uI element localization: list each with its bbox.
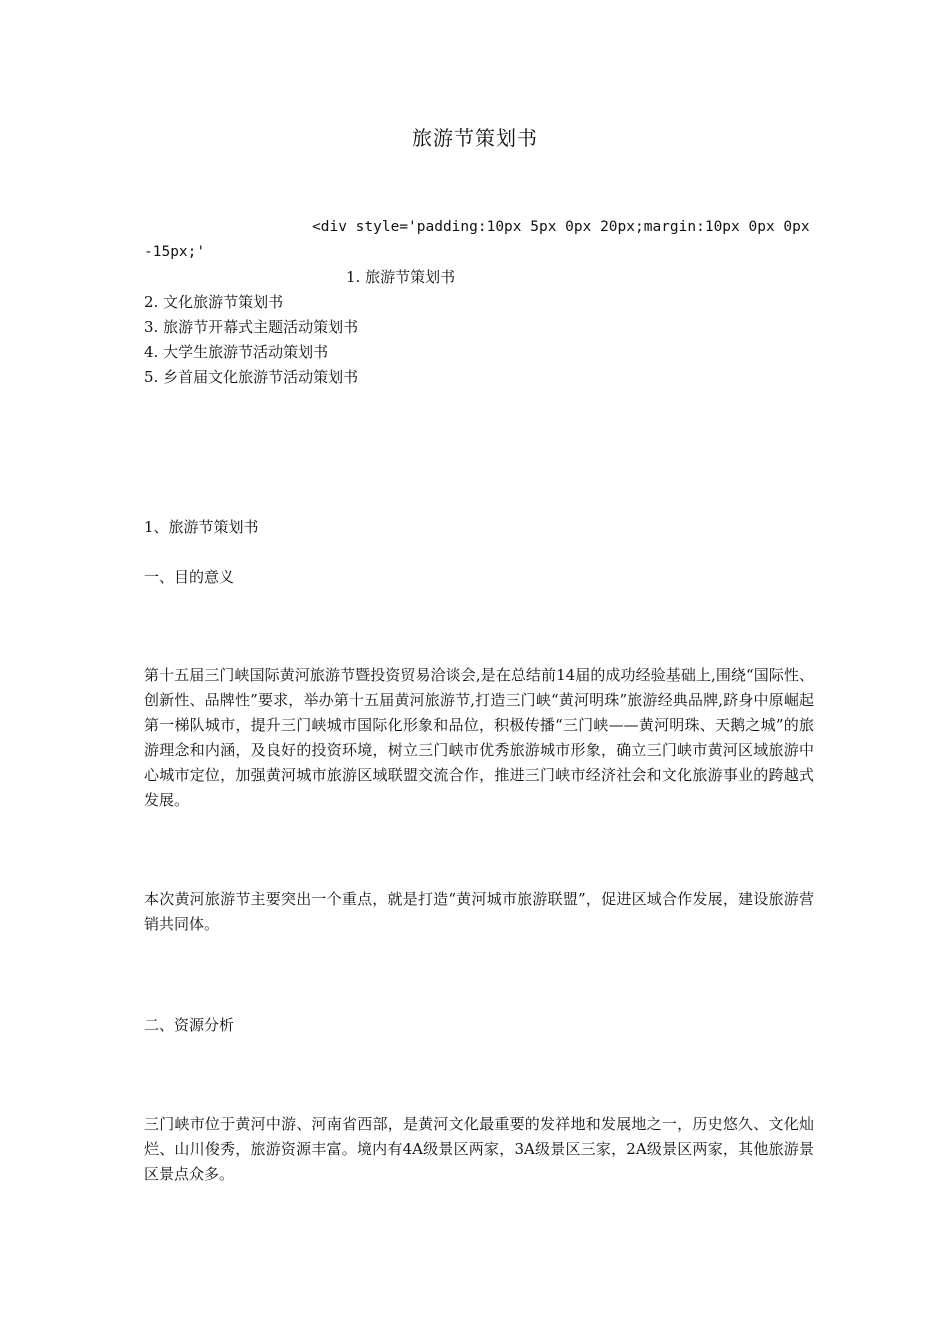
paragraph-focus: 本次黄河旅游节主要突出一个重点，就是打造“黄河城市旅游联盟”，促进区域合作发展，建设旅游营销共同体。 xyxy=(144,890,814,933)
heading-purpose: 一、目的意义 xyxy=(144,568,235,586)
toc-item-1: 1. 旅游节策划书 xyxy=(346,268,456,286)
paragraph-resources: 三门峡市位于黄河中游、河南省西部，是黄河文化最重要的发祥地和发展地之一，历史悠久、文化灿烂、山川俊秀，旅游资源丰富。境内有4A级景区两家，3A级景区三家，2A级景区两家，其他旅游景区景点众多。 xyxy=(144,1115,814,1183)
document-title: 旅游节策划书 xyxy=(412,126,538,150)
code-fragment-line-1: <div style='padding:10px 5px 0px 20px;margin:10px 0px 0px xyxy=(312,219,810,235)
toc-item-3: 3. 旅游节开幕式主题活动策划书 xyxy=(144,318,359,336)
paragraph-purpose: 第十五届三门峡国际黄河旅游节暨投资贸易洽谈会,是在总结前14届的成功经验基础上,围绕“国际性、创新性、品牌性”要求，举办第十五届黄河旅游节,打造三门峡“黄河明珠”旅游经典品牌,跻身中原崛起第一梯队城市，提升三门峡城市国际化形象和品位，积极传播“三门峡——黄河明珠、天鹅之城”的旅游理念和内涵，及良好的投资环境，树立三门峡市优秀旅游城市形象，确立三门峡市黄河区域旅游中心城市定位，加强黄河城市旅游区域联盟交流合作，推进三门峡市经济社会和文化旅游事业的跨越式发展。 xyxy=(144,666,814,809)
toc-item-4: 4. 大学生旅游节活动策划书 xyxy=(144,343,329,361)
section-heading: 1、旅游节策划书 xyxy=(144,518,259,536)
toc-item-5: 5. 乡首届文化旅游节活动策划书 xyxy=(144,368,359,386)
code-fragment-line-2: -15px;' xyxy=(144,244,206,260)
heading-resources: 二、资源分析 xyxy=(144,1016,235,1034)
toc-item-2: 2. 文化旅游节策划书 xyxy=(144,293,284,311)
